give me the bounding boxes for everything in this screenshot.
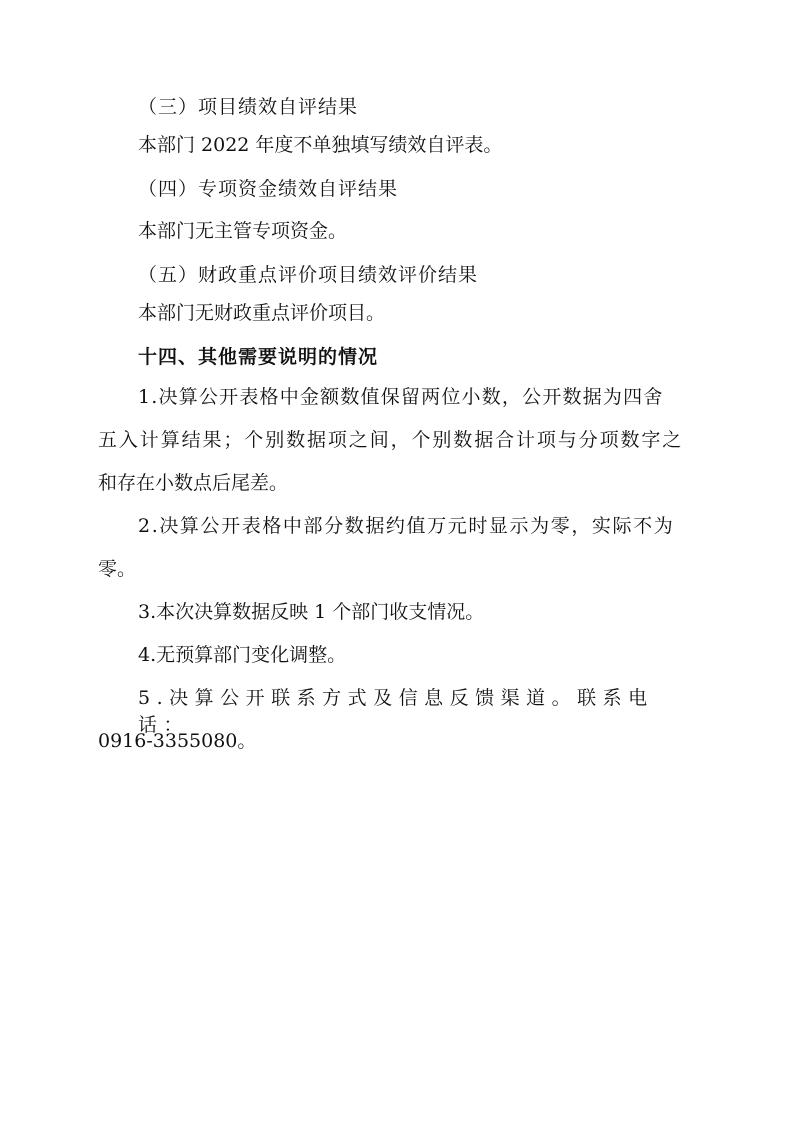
item-5-line-2: 0916-3355080。 [98, 730, 257, 752]
section-3-title: （三）项目绩效自评结果 [138, 96, 359, 118]
item-1-line-3: 和存在小数点后尾差。 [98, 472, 289, 494]
item-4: 4.无预算部门变化调整。 [138, 644, 347, 666]
section-5-title: （五）财政重点评价项目绩效评价结果 [138, 264, 479, 286]
section-4-title: （四）专项资金绩效自评结果 [138, 178, 399, 200]
section-4-body: 本部门无主管专项资金。 [138, 220, 348, 242]
section-5-body: 本部门无财政重点评价项目。 [138, 302, 386, 324]
chapter-14-title: 十四、其他需要说明的情况 [138, 346, 379, 368]
item-1-line-2: 五入计算结果；个别数据项之间，个别数据合计项与分项数字之 [98, 429, 684, 451]
item-1-line-1: 1.决算公开表格中金额数值保留两位小数，公开数据为四舍 [138, 386, 664, 408]
item-3: 3.本次决算数据反映 1 个部门收支情况。 [138, 601, 485, 623]
section-3-body: 本部门 2022 年度不单独填写绩效自评表。 [138, 134, 503, 156]
item-5-line-1: 5.决算公开联系方式及信息反馈渠道。联系电话： [138, 687, 654, 736]
item-2-line-1: 2.决算公开表格中部分数据约值万元时显示为零，实际不为 [138, 515, 675, 537]
item-2-line-2: 零。 [98, 558, 137, 580]
